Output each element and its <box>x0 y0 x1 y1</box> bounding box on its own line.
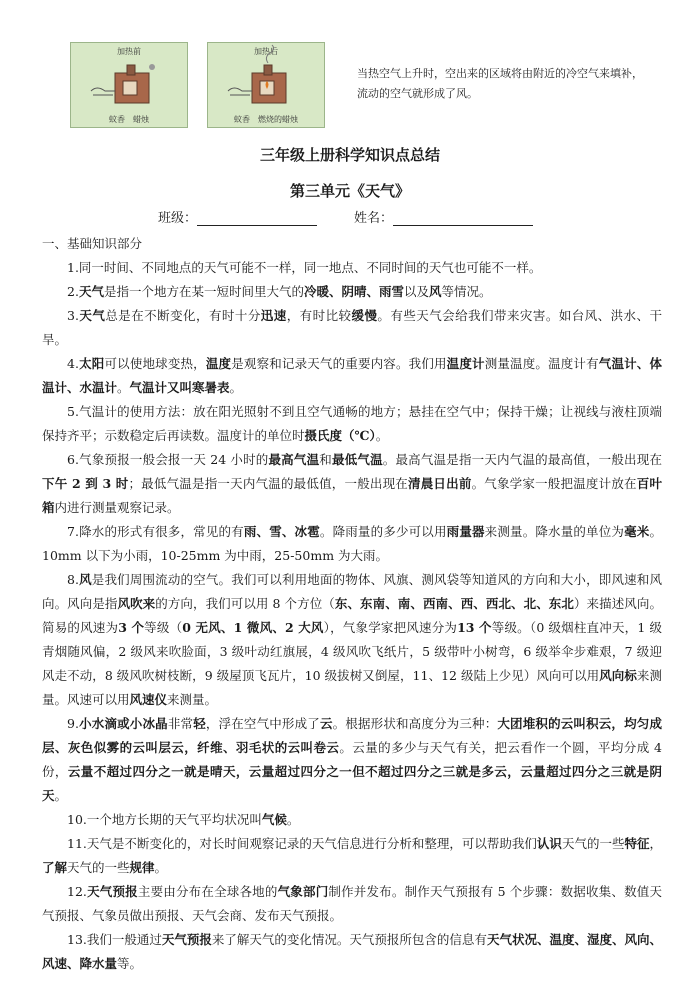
text-segment: 。根据形状和高度分为三种： <box>332 716 498 731</box>
text-segment: 非常 <box>167 716 194 731</box>
name-label: 姓名： <box>354 211 394 226</box>
bold-term: 气象部门 <box>277 884 329 899</box>
text-segment: 7.降水的形式有很多，常见的有 <box>67 524 244 539</box>
text-segment: 。最高气温是指一天内气温的最高值，一般出现在 <box>382 452 662 467</box>
text-segment: 等情况。 <box>441 284 492 299</box>
bold-term: 温度 <box>205 356 232 371</box>
bold-term: 了解 <box>42 860 68 875</box>
text-segment: 是指一个地方在某一短时间里大气的 <box>103 284 304 299</box>
text-segment: 11.天气是不断变化的，对长时间观察记录的天气信息进行分析和整理，可以帮助我们 <box>67 836 537 851</box>
bold-term: 天气 <box>78 284 104 299</box>
text-segment: 内进行测量观察记录。 <box>54 500 180 515</box>
item-4 <box>42 352 662 400</box>
bold-term: 小水滴或小冰晶 <box>78 716 168 731</box>
text-segment: ，浮在空气中形成了 <box>205 716 320 731</box>
item-13 <box>42 928 662 976</box>
text-segment: 来测量。风速可以用 <box>42 668 662 707</box>
class-field[interactable] <box>158 207 317 226</box>
bold-term: 毫米 <box>624 524 650 539</box>
bold-term: 天气 <box>78 308 106 323</box>
bold-term: 轻 <box>193 716 206 731</box>
bold-term: 天气预报 <box>161 932 212 947</box>
bold-term: 风速仪 <box>129 692 168 707</box>
figure-caption: 加热前 <box>117 47 141 56</box>
text-segment: 主要由分布在全球各地的 <box>137 884 278 899</box>
text-segment: 13.我们一般通过 <box>67 932 162 947</box>
text-segment: 制作并发布。制作天气预报有 5 个步骤：数据收集、数值天气预报、气象员做出预报、天气会商、发布天气预报。 <box>42 884 662 923</box>
item-11 <box>42 832 662 880</box>
text-segment: 来了解天气的变化情况。天气预报所包含的信息有 <box>211 932 487 947</box>
text-segment: 等级。（0 级烟柱直冲天，1 级青烟随风偏，2 级风来吹脸面，3 级叶动红旗展，4 级风吹飞纸片，5 级带叶小树弯，6 级举伞步难艰，7 级迎风走不动，8 级风吹树枝断，9 级屋顶飞瓦片，10 级拔树又倒屋，11、12 级陆上少见）风向可以用 <box>42 620 662 683</box>
text-segment: 。气象学家一般把温度计放在 <box>471 476 637 491</box>
name-field[interactable] <box>354 207 533 226</box>
text-segment: 8. <box>67 572 79 587</box>
text-segment: 来测量。降水量的单位为 <box>484 524 625 539</box>
text-segment: 以及 <box>403 284 429 299</box>
text-segment: 3. <box>67 308 79 323</box>
figure-before-heating <box>70 42 188 128</box>
bold-term: 雨量器 <box>446 524 485 539</box>
bold-term: 认识 <box>536 836 562 851</box>
bold-term: 云 <box>319 716 333 731</box>
bold-term: 清晨日出前 <box>408 476 472 491</box>
text-segment: ，有时比较 <box>286 308 352 323</box>
item-1: 1.同一时间、不同地点的天气可能不一样，同一地点、不同时间的天气也可能不一样。 <box>67 260 542 275</box>
figure-caption: 加热后 <box>254 47 278 56</box>
item-7 <box>42 520 662 568</box>
text-segment: ；最低气温是指一天内气温的最低值，一般出现在 <box>128 476 409 491</box>
bold-term: 气温计又叫寒暑表 <box>129 380 230 395</box>
text-segment: 天气的一些 <box>67 860 130 875</box>
text-segment: 是我们周围流动的空气。我们可以利用地面的物体、风旗、测风袋等知道风的方向和大小，即风速和风向。风向是指 <box>42 572 662 611</box>
text-segment: 。 <box>117 380 130 395</box>
bold-term: 天气状况、温度、湿度、风向、风速、降水量 <box>42 932 662 971</box>
text-segment: 和 <box>319 452 332 467</box>
bold-term: 最高气温 <box>268 452 320 467</box>
bold-term: 风向标 <box>599 668 637 683</box>
bold-term: 迅速 <box>260 308 287 323</box>
bold-term: 大团堆积的云叫积云，均匀成层、灰色似雾的云叫层云，纤维、羽毛状的云叫卷云 <box>42 716 662 755</box>
bold-term: 风吹来 <box>117 596 156 611</box>
item-2 <box>42 280 662 304</box>
name-underline[interactable] <box>393 211 533 226</box>
text-segment: ），气象学家把风速分为 <box>323 620 458 635</box>
bold-term: 百叶箱 <box>42 476 662 515</box>
text-segment: ）来描述风向。简易的风速为 <box>42 596 662 635</box>
page-title: 三年级上册科学知识点总结 <box>259 146 440 164</box>
class-label: 班级： <box>158 211 198 226</box>
text-segment: 的方向，我们可以用 8 个方位（ <box>155 596 335 611</box>
text-segment: 。有些天气会给我们带来灾害。如台风、洪水、干旱。 <box>42 308 662 347</box>
bold-term: 3 个 <box>118 620 145 635</box>
item-8 <box>42 568 662 712</box>
bold-term: 东、东南、南、西南、西、西北、北、东北 <box>334 596 574 611</box>
bold-term: 缓慢 <box>351 308 378 323</box>
section-heading: 一、基础知识部分 <box>42 236 143 251</box>
bold-term: 温度计 <box>446 356 485 371</box>
text-segment: 来测量。 <box>167 692 218 707</box>
item-12 <box>42 880 662 928</box>
figure-labels: 蚊香 蜡烛 <box>109 115 149 124</box>
bold-term: 0 无风、1 微风、2 大风 <box>182 620 324 635</box>
bold-term: 风 <box>78 572 92 587</box>
text-segment: 。云量的多少与天气有关，把云看作一个圆，平均分成 4 份， <box>42 740 662 779</box>
item-5 <box>42 400 662 448</box>
text-segment: ， <box>649 836 662 851</box>
text-segment: 。降雨量的多少可以用 <box>319 524 447 539</box>
bold-term: 最低气温 <box>331 452 383 467</box>
text-segment: 12. <box>67 884 87 899</box>
text-segment: 4. <box>67 356 79 371</box>
class-underline[interactable] <box>197 211 317 226</box>
unit-title: 第三单元《天气》 <box>289 182 410 200</box>
intro-text: 当热空气上升时，空出来的区域将由附近的冷空气来填补，流动的空气就形成了风。 <box>357 67 643 100</box>
text-segment: 6.气象预报一般会报一天 24 小时的 <box>67 452 269 467</box>
bold-term: 云量不超过四分之一就是晴天，云量超过四分之一但不超过四分之三就是多云，云量超过四分之三就是阴天 <box>42 764 662 803</box>
text-segment: 5.气温计的使用方法：放在阳光照射不到且空气通畅的地方；悬挂在空气中；保持干燥；让视线与液柱顶端保持齐平；示数稳定后再读数。温度计的单位时 <box>42 404 662 443</box>
text-segment: 等。 <box>117 956 143 971</box>
text-segment: 。 <box>375 428 389 443</box>
text-segment: 10.一个地方长期的天气平均状况叫 <box>67 812 262 827</box>
bold-term: 风 <box>429 284 442 299</box>
text-segment: 天气的一些 <box>561 836 625 851</box>
bold-term: 气温计、体温计、水温计 <box>42 356 662 395</box>
text-segment: 可以使地球变热， <box>104 356 206 371</box>
bold-term: 下午 2 到 3 时 <box>42 476 129 491</box>
figure-labels: 蚊香 燃烧的蜡烛 <box>234 115 298 124</box>
text-segment: 。 <box>229 380 243 395</box>
text-segment: 测量温度。温度计有 <box>484 356 599 371</box>
item-6 <box>42 448 662 520</box>
bold-term: 13 个 <box>457 620 492 635</box>
bold-term: 冷暖、阴晴、雨雪 <box>303 284 404 299</box>
text-segment: 。 <box>154 860 168 875</box>
text-segment: 是观察和记录天气的重要内容。我们用 <box>231 356 447 371</box>
bold-term: 气候 <box>261 812 287 827</box>
content-body <box>42 232 662 976</box>
bold-term: 特征 <box>624 836 650 851</box>
text-segment: 9. <box>67 716 79 731</box>
text-segment: 总是在不断变化，有时十分 <box>105 308 261 323</box>
bold-term: 太阳 <box>78 356 105 371</box>
item-9 <box>42 712 662 808</box>
bold-term: 天气预报 <box>86 884 138 899</box>
item-10 <box>42 808 662 832</box>
text-segment: 。10mm 以下为小雨，10-25mm 为中雨，25-50mm 为大雨。 <box>42 524 662 563</box>
text-segment: 等级（ <box>144 620 183 635</box>
bold-term: 规律 <box>129 860 155 875</box>
text-segment: 。 <box>54 788 68 803</box>
bold-term: 雨、雪、冰雹 <box>243 524 320 539</box>
bold-term: 摄氏度（℃） <box>304 428 376 443</box>
text-segment: 2. <box>67 284 79 299</box>
item-3 <box>42 304 662 352</box>
text-segment: 。 <box>286 812 300 827</box>
figure-after-heating <box>207 42 325 128</box>
